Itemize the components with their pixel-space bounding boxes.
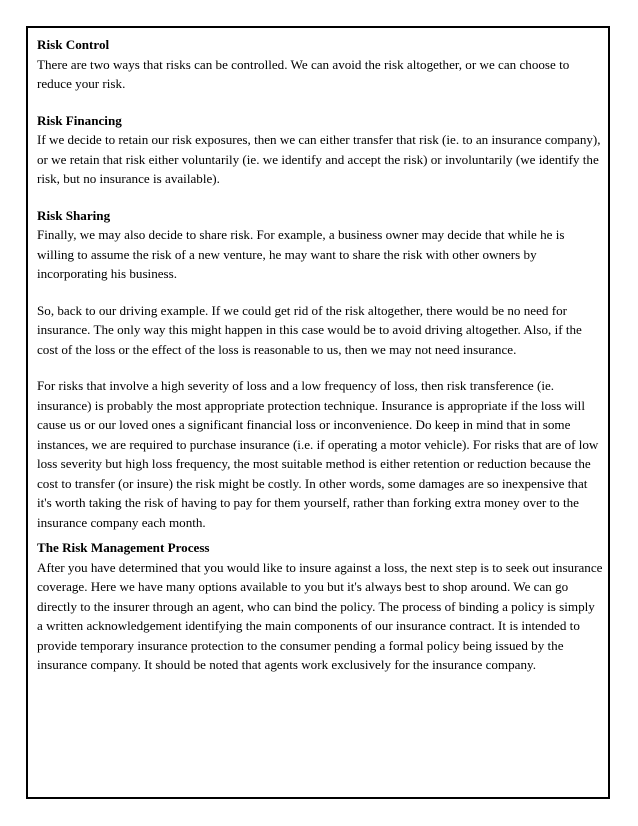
paragraph: There are two ways that risks can be controlled. We can avoid the risk altogether, or we can choose to reduce your risk. [37, 56, 570, 91]
section-risk-control [37, 35, 603, 94]
section-heading: Risk Financing [37, 112, 122, 128]
section-heading: Risk Sharing [37, 207, 111, 223]
paragraph: So, back to our driving example. If we could get rid of the risk altogether, there would be no need for insurance. The only way this might happen in this case would be to avoid driving altogether. Also, if the cost of the loss or the effect of the loss is reasonable to us, then we may not need insurance. [37, 302, 582, 357]
paragraph: Finally, we may also decide to share risk. For example, a business owner may decide that while he is willing to assume the risk of a new venture, he may want to share the risk with other owners by incorporating his business. [37, 227, 565, 281]
paragraph: After you have determined that you would like to insure against a loss, the next step is to seek out insurance coverage. Here we have many options available to you but it's always best to shop around. We can go directly to the insurer through an agent, who can bind the policy. The process of binding a policy is simply a written acknowledgement identifying the main components of our insurance contract. It is intended to provide temporary insurance protection to the consumer pending a formal policy being issued by the insurance company. It should be noted that agents work exclusively for the insurance company. [37, 559, 603, 672]
document-body [37, 35, 603, 675]
section-risk-financing [37, 111, 603, 189]
section-heading: The Risk Management Process [37, 540, 210, 555]
section-risk-sharing [37, 206, 603, 533]
section-heading: Risk Control [37, 37, 110, 52]
section-risk-management-process [37, 538, 603, 675]
paragraph: For risks that involve a high severity of loss and a low frequency of loss, then risk transference (ie. insurance) is probably the most appropriate protection technique. Insurance is appropriate if the loss will cause us or our loved ones a significant financial loss or inconvenience. Do keep in mind that in some instances, we are required to purchase insurance (i.e. if operating a motor vehicle). For risks that are of low loss severity but high loss frequency, the most suitable method is either retention or reduction because the cost to transfer (or insure) the risk might be costly. In other words, some damages are so inexpensive that it's worth taking the risk of having to pay for them yourself, rather than forking extra money over to the insurance company each month. [37, 378, 599, 530]
paragraph: If we decide to retain our risk exposures, then we can either transfer that risk (ie. to an insurance company), or we retain that risk either voluntarily (ie. we identify and accept the risk) or involuntarily (we identify the risk, but no insurance is available). [37, 132, 601, 186]
